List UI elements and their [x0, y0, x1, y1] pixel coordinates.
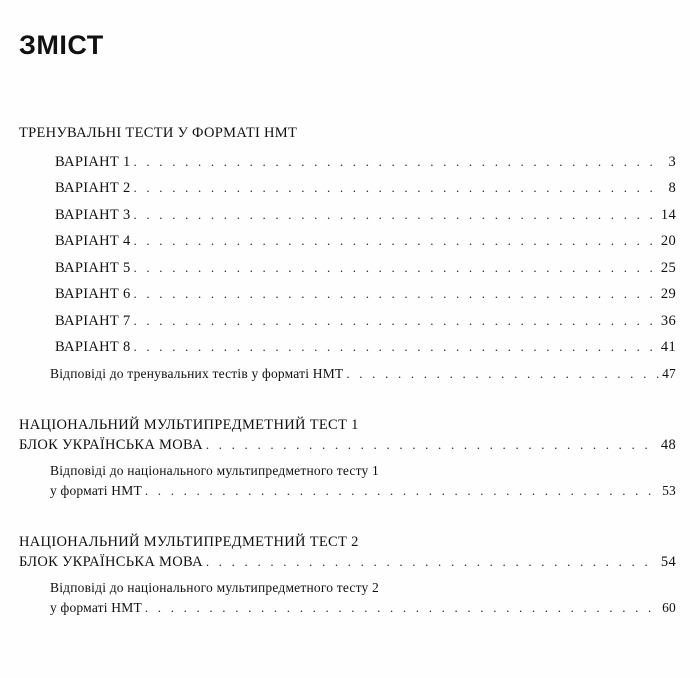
toc-page-number: 53: [662, 483, 676, 498]
toc-entry-label: ВАРІАНТ 5: [55, 260, 131, 276]
toc-page-number: 3: [668, 154, 676, 170]
toc-entry-label: БЛОК УКРАЇНСЬКА МОВА: [19, 437, 203, 453]
toc-page-number: 8: [668, 180, 676, 196]
toc-entry-variant-7[interactable]: [55, 312, 676, 330]
toc-entry-label: ВАРІАНТ 7: [55, 313, 131, 329]
toc-entry-nmt-2-answers[interactable]: [50, 599, 676, 617]
toc-page-number: 20: [660, 233, 676, 249]
section-heading-nmt-2: НАЦІОНАЛЬНИЙ МУЛЬТИПРЕДМЕТНИЙ ТЕСТ 2: [19, 534, 359, 550]
toc-entry-label: БЛОК УКРАЇНСЬКА МОВА: [19, 554, 203, 570]
toc-entry-variant-3[interactable]: [55, 206, 676, 224]
toc-page-number: 54: [660, 554, 676, 570]
dot-leader: [134, 179, 660, 197]
toc-entry-nmt-1-answers[interactable]: [50, 482, 676, 500]
dot-leader: [134, 285, 658, 303]
toc-entry-label: ВАРІАНТ 4: [55, 233, 131, 249]
toc-page-number: 14: [660, 207, 676, 223]
toc-page-number: 41: [660, 339, 676, 355]
toc-entry-nmt-2[interactable]: [19, 553, 676, 571]
toc-page-number: 60: [662, 600, 676, 615]
page-title: ЗМІСТ: [19, 30, 104, 60]
toc-entry-label: ВАРІАНТ 6: [55, 286, 131, 302]
toc-entry-variant-1[interactable]: [55, 153, 676, 171]
toc-page-number: 29: [660, 286, 676, 302]
toc-page-number: 48: [660, 437, 676, 453]
toc-page-number: 47: [662, 366, 676, 381]
dot-leader: [206, 436, 658, 454]
dot-leader: [134, 153, 660, 171]
toc-entry-label: ВАРІАНТ 8: [55, 339, 131, 355]
toc-page-number: 36: [660, 313, 676, 329]
dot-leader: [145, 599, 659, 617]
dot-leader: [134, 338, 658, 356]
toc-entry-nmt-1-answers-line1: Відповіді до національного мультипредметного тесту 1: [50, 463, 379, 478]
toc-entry-label: у форматі НМТ: [50, 483, 142, 498]
dot-leader: [134, 259, 658, 277]
toc-entry-label: у форматі НМТ: [50, 600, 142, 615]
toc-entry-nmt-1[interactable]: [19, 436, 676, 454]
toc-entry-training-answers[interactable]: [50, 365, 676, 383]
section-heading-nmt-1: НАЦІОНАЛЬНИЙ МУЛЬТИПРЕДМЕТНИЙ ТЕСТ 1: [19, 417, 359, 433]
toc-entry-nmt-2-answers-line1: Відповіді до національного мультипредметного тесту 2: [50, 580, 379, 595]
toc-entry-label: Відповіді до тренувальних тестів у форматі НМТ: [50, 366, 344, 381]
dot-leader: [134, 206, 658, 224]
dot-leader: [145, 482, 659, 500]
toc-entry-variant-8[interactable]: [55, 338, 676, 356]
toc-entry-variant-6[interactable]: [55, 285, 676, 303]
dot-leader: [206, 553, 658, 571]
dot-leader: [134, 312, 658, 330]
toc-entry-variant-5[interactable]: [55, 259, 676, 277]
toc-entry-label: ВАРІАНТ 2: [55, 180, 131, 196]
toc-page-number: 25: [660, 260, 676, 276]
dot-leader: [346, 365, 659, 383]
toc-entry-label: ВАРІАНТ 3: [55, 207, 131, 223]
toc-entry-label: ВАРІАНТ 1: [55, 154, 131, 170]
toc-entry-variant-2[interactable]: [55, 179, 676, 197]
dot-leader: [134, 232, 658, 250]
toc-entry-variant-4[interactable]: [55, 232, 676, 250]
section-heading-training-tests: ТРЕНУВАЛЬНІ ТЕСТИ У ФОРМАТІ НМТ: [19, 125, 298, 141]
